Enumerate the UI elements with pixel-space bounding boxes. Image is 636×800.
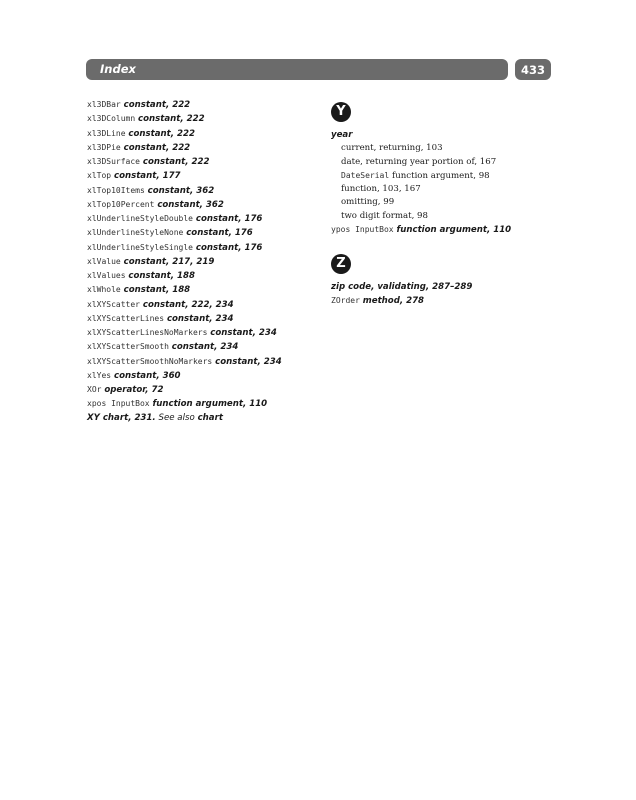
- index-column-right: [331, 98, 561, 309]
- entry-text: constant, 222: [123, 142, 191, 153]
- entry-text: constant, 188: [128, 271, 195, 281]
- entry-code: xl3DBar: [87, 100, 121, 109]
- index-entry: [87, 340, 317, 354]
- index-entry: [87, 198, 317, 212]
- page-number-tab: [515, 59, 551, 80]
- index-entry: [87, 369, 317, 383]
- entry-text: operator, 72: [104, 385, 164, 395]
- entry-code: xlUnderlineStyleDouble: [87, 214, 193, 223]
- entry-code: xlXYScatterSmooth: [87, 342, 169, 352]
- index-entry-xy-chart: [87, 412, 317, 425]
- entry-code: ypos InputBox: [331, 224, 394, 234]
- index-entry-zip-code: [331, 281, 561, 294]
- index-entry: [87, 383, 317, 397]
- index-entry: [87, 155, 317, 169]
- subentry-text: current, returning, 103: [341, 143, 443, 154]
- subentry-text: two digit format, 98: [341, 210, 428, 221]
- index-entry: [87, 141, 317, 155]
- letter-badge-z: Z: [331, 254, 351, 274]
- entry-text: constant, 234: [166, 313, 234, 324]
- header-title: Index: [100, 62, 136, 76]
- index-subentry: [331, 210, 561, 223]
- index-entry: [87, 184, 317, 198]
- entry-text: constant, 176: [195, 242, 263, 253]
- entry-text: constant, 234: [210, 328, 277, 338]
- index-entry: [87, 169, 317, 183]
- entry-text: constant, 234: [215, 356, 282, 367]
- index-entry: [87, 326, 317, 340]
- header-bar: [86, 59, 508, 80]
- section-spacer: [331, 237, 561, 250]
- index-entry-zorder: [331, 294, 561, 308]
- entry-code: XOr: [87, 385, 102, 394]
- entry-text: constant, 176: [195, 214, 263, 224]
- index-subentry: [331, 142, 561, 155]
- index-entry: [87, 112, 317, 126]
- entry-code: xlXYScatter: [87, 299, 140, 309]
- index-entry: [87, 127, 317, 141]
- entry-text: constant, 222: [123, 100, 191, 110]
- entry-code: xl3DColumn: [87, 114, 136, 124]
- index-heading-year: [331, 129, 561, 142]
- index-entry: [87, 283, 317, 297]
- index-entry: [87, 312, 317, 326]
- entry-text: constant, 222: [128, 128, 195, 139]
- index-subentry: [331, 196, 561, 209]
- entry-code: xlYes: [87, 370, 112, 380]
- xy-chart-main: XY chart, 231.: [87, 412, 156, 423]
- entry-code: xl3DPie: [87, 142, 121, 152]
- left-entries: [87, 98, 317, 412]
- entry-text: method, 278: [362, 296, 425, 307]
- entry-code: xlXYScatterLines: [87, 313, 165, 323]
- index-subentry: [331, 183, 561, 196]
- entry-code: ZOrder: [331, 296, 360, 306]
- entry-text: constant, 222: [142, 157, 210, 167]
- entry-code: xlValue: [87, 256, 121, 266]
- year-subentries: [331, 142, 561, 223]
- subentry-text: omitting, 99: [341, 197, 395, 208]
- see-also-target: chart: [197, 412, 223, 423]
- entry-code: xlValues: [87, 271, 126, 280]
- entry-text: constant, 362: [147, 185, 215, 196]
- index-entry: [87, 397, 317, 411]
- index-entry: [87, 241, 317, 255]
- year-heading: year: [331, 130, 353, 140]
- entry-code: xl3DLine: [87, 128, 126, 138]
- entry-text: constant, 217, 219: [123, 256, 215, 267]
- entry-text: constant, 222: [138, 114, 205, 125]
- entry-code: xlWhole: [87, 285, 121, 295]
- index-column-left: [87, 98, 317, 425]
- index-entry: [87, 298, 317, 312]
- entry-text: constant, 362: [157, 199, 224, 210]
- subentry-text: function argument, 98: [392, 170, 490, 181]
- entry-code: xlTop10Items: [87, 185, 145, 195]
- index-entry: [87, 226, 317, 240]
- entry-text: constant, 360: [113, 370, 181, 381]
- index-entry: [87, 212, 317, 226]
- index-entry: [87, 255, 317, 269]
- entry-code: xlTop: [87, 171, 112, 181]
- entry-text: constant, 222, 234: [142, 299, 234, 310]
- entry-text: constant, 188: [123, 285, 191, 296]
- page-number: 433: [520, 63, 545, 77]
- index-entry-ypos: [331, 223, 561, 237]
- subentry-text: function, 103, 167: [341, 184, 421, 194]
- entry-code: xpos InputBox: [87, 399, 150, 409]
- zip-entry-text: zip code, validating, 287–289: [331, 282, 473, 292]
- entry-code: xlUnderlineStyleNone: [87, 228, 184, 238]
- entry-code: xlTop10Percent: [87, 199, 155, 209]
- entry-text: constant, 176: [186, 228, 253, 239]
- index-subentry: [331, 169, 561, 183]
- entry-text: constant, 234: [171, 342, 239, 353]
- index-subentry: [331, 156, 561, 169]
- entry-text: constant, 177: [113, 171, 181, 182]
- letter-badge-y: Y: [331, 102, 351, 122]
- entry-code: xlUnderlineStyleSingle: [87, 242, 193, 252]
- index-entry: [87, 355, 317, 369]
- see-also-label: See also: [158, 412, 195, 423]
- subentry-text: date, returning year portion of, 167: [341, 156, 497, 167]
- entry-code: xl3DSurface: [87, 157, 140, 166]
- entry-text: function argument, 110: [396, 224, 512, 235]
- index-entry: [87, 98, 317, 112]
- index-entry: [87, 269, 317, 283]
- entry-text: function argument, 110: [152, 399, 268, 410]
- entry-code: xlXYScatterSmoothNoMarkers: [87, 356, 213, 366]
- entry-code: xlXYScatterLinesNoMarkers: [87, 328, 208, 337]
- subentry-code: DateSerial: [341, 170, 390, 180]
